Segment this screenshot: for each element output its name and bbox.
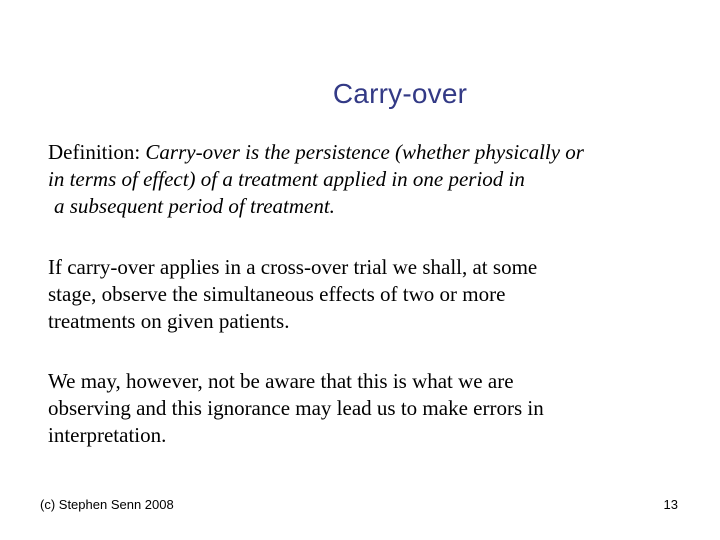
footer-copyright: (c) Stephen Senn 2008 <box>40 497 174 512</box>
definition-text-1: Carry-over is the persistence (whether physically or <box>145 140 584 164</box>
carry-over-paragraph <box>48 254 688 335</box>
slide-title-text: Carry-over <box>332 78 468 109</box>
awareness-line-1: We may, however, not be aware that this is what we are <box>48 369 514 393</box>
carry-over-line-2: stage, observe the simultaneous effects of two or more <box>48 282 506 306</box>
awareness-paragraph <box>48 368 688 449</box>
definition-label: Definition: <box>48 140 146 164</box>
definition-line-2: in terms of effect) of a treatment applied in one period in <box>48 167 525 191</box>
carry-over-line-1: If carry-over applies in a cross-over trial we shall, at some <box>48 255 538 279</box>
page-number: 13 <box>663 497 678 512</box>
carry-over-line-3: treatments on given patients. <box>48 309 290 333</box>
definition-paragraph <box>48 139 688 220</box>
awareness-line-3: interpretation. <box>48 423 167 447</box>
definition-line-1 <box>48 139 688 166</box>
definition-line-3: a subsequent period of treatment. <box>54 194 335 218</box>
awareness-line-2: observing and this ignorance may lead us to make errors in <box>48 396 544 420</box>
slide-title <box>0 76 720 112</box>
